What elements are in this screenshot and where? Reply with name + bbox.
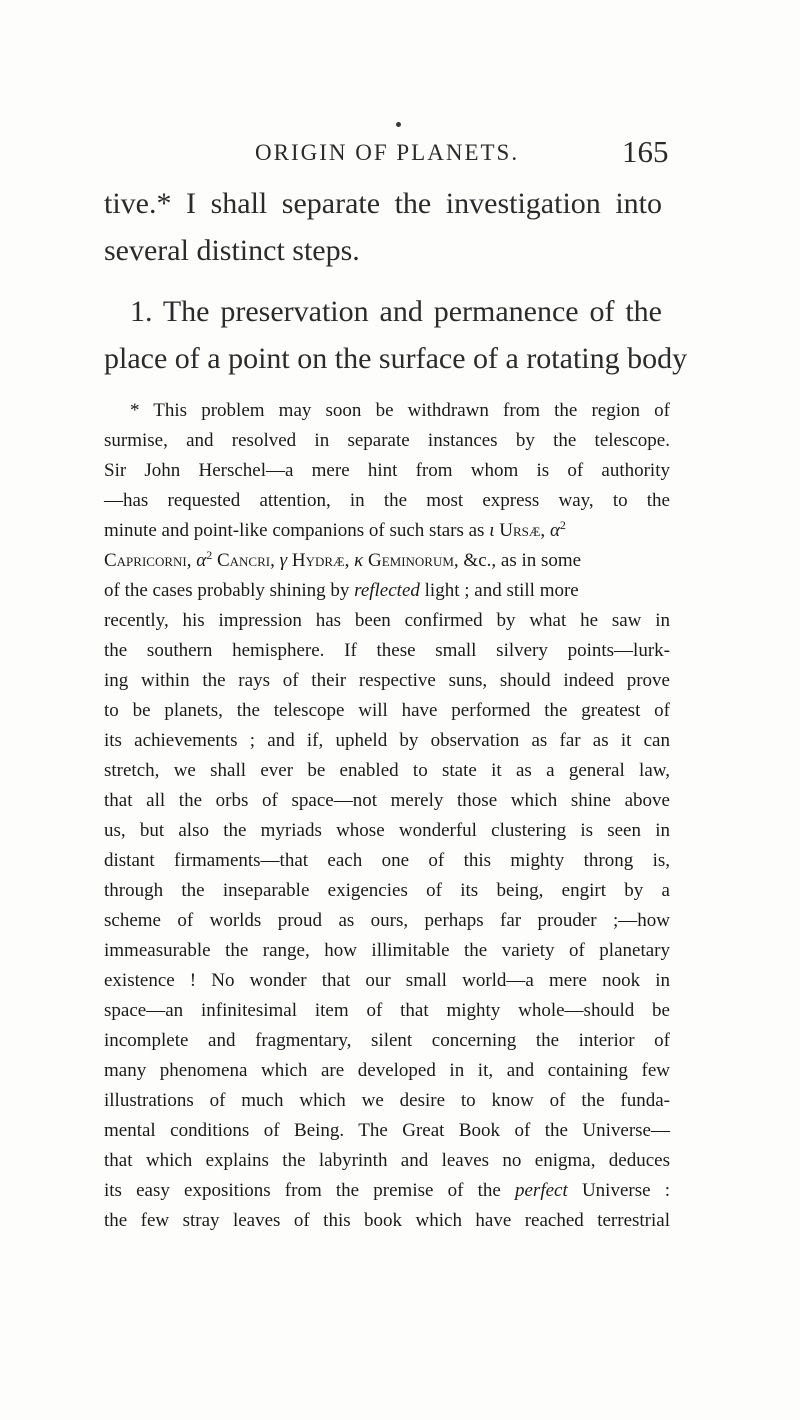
footnote-line: stretch, we shall ever be enabled to state it as a general law, — [104, 760, 670, 781]
main-text — [104, 180, 688, 382]
footnote-line: us, but also the myriads whose wonderful clustering is seen in — [104, 820, 670, 841]
main-line: 1. The preservation and permanence of the — [130, 295, 662, 328]
footnote-line: to be planets, the telescope will have performed the greatest of — [104, 700, 670, 721]
footnote-line: immeasurable the range, how illimitable the variety of planetary — [104, 940, 670, 961]
running-title: ORIGIN OF PLANETS. — [255, 140, 520, 165]
footnote-line: its easy expositions from the premise of the perfect Universe : — [104, 1180, 670, 1201]
footnote-line: Capricorni, $\alpha^2$ Cancri, γ Hydræ, κ Geminorum, &c., as in some — [104, 548, 582, 571]
footnote-line: mental conditions of Being. The Great Book of the Universe— — [104, 1120, 670, 1141]
footnote-line: existence ! No wonder that our small world—a mere nook in — [104, 970, 670, 991]
footnote-line: Sir John Herschel—a mere hint from whom is of authority — [104, 460, 670, 481]
footnote-line: of the cases probably shining by reflected light ; and still more — [104, 580, 579, 601]
footnote-line: through the inseparable exigencies of its being, engirt by a — [104, 880, 670, 901]
footnote-line: illustrations of much which we desire to know of the funda- — [104, 1090, 670, 1111]
footnote-line: the southern hemisphere. If these small silvery points—lurk- — [104, 640, 670, 661]
footnote-line: space—an infinitesimal item of that mighty whole—should be — [104, 1000, 670, 1021]
footnote-line: its achievements ; and if, upheld by observation as far as it can — [104, 730, 670, 751]
footnote-line: minute and point-like companions of such stars as ι Ursæ, $\alpha^2$ — [104, 518, 566, 541]
footnote-line: many phenomena which are developed in it, and containing few — [104, 1060, 670, 1081]
footnote-line: incomplete and fragmentary, silent concerning the interior of — [104, 1030, 670, 1051]
footnote-line: distant firmaments—that each one of this mighty throng is, — [104, 850, 670, 871]
footnote-line: that all the orbs of space—not merely those which shine above — [104, 790, 670, 811]
footnote-line: that which explains the labyrinth and leaves no enigma, deduces — [104, 1150, 670, 1171]
footnote-line: the few stray leaves of this book which have reached terrestrial — [104, 1210, 670, 1231]
ornament-dot — [396, 122, 401, 127]
main-line: several distinct steps. — [104, 234, 360, 267]
footnote-line: recently, his impression has been confirmed by what he saw in — [104, 610, 670, 631]
footnote-line: ing within the rays of their respective suns, should indeed prove — [104, 670, 670, 691]
footnote-line: surmise, and resolved in separate instances by the telescope. — [104, 430, 670, 451]
footnote-line: scheme of worlds proud as ours, perhaps far prouder ;—how — [104, 910, 670, 931]
footnote — [104, 396, 670, 1236]
footnote-line: * This problem may soon be withdrawn from the region of — [130, 400, 670, 421]
footnote-line: —has requested attention, in the most express way, to the — [104, 490, 670, 511]
main-line: place of a point on the surface of a rotating body — [104, 342, 688, 375]
page-number: 165 — [622, 134, 669, 169]
main-line: tive.* I shall separate the investigation into — [104, 187, 662, 220]
